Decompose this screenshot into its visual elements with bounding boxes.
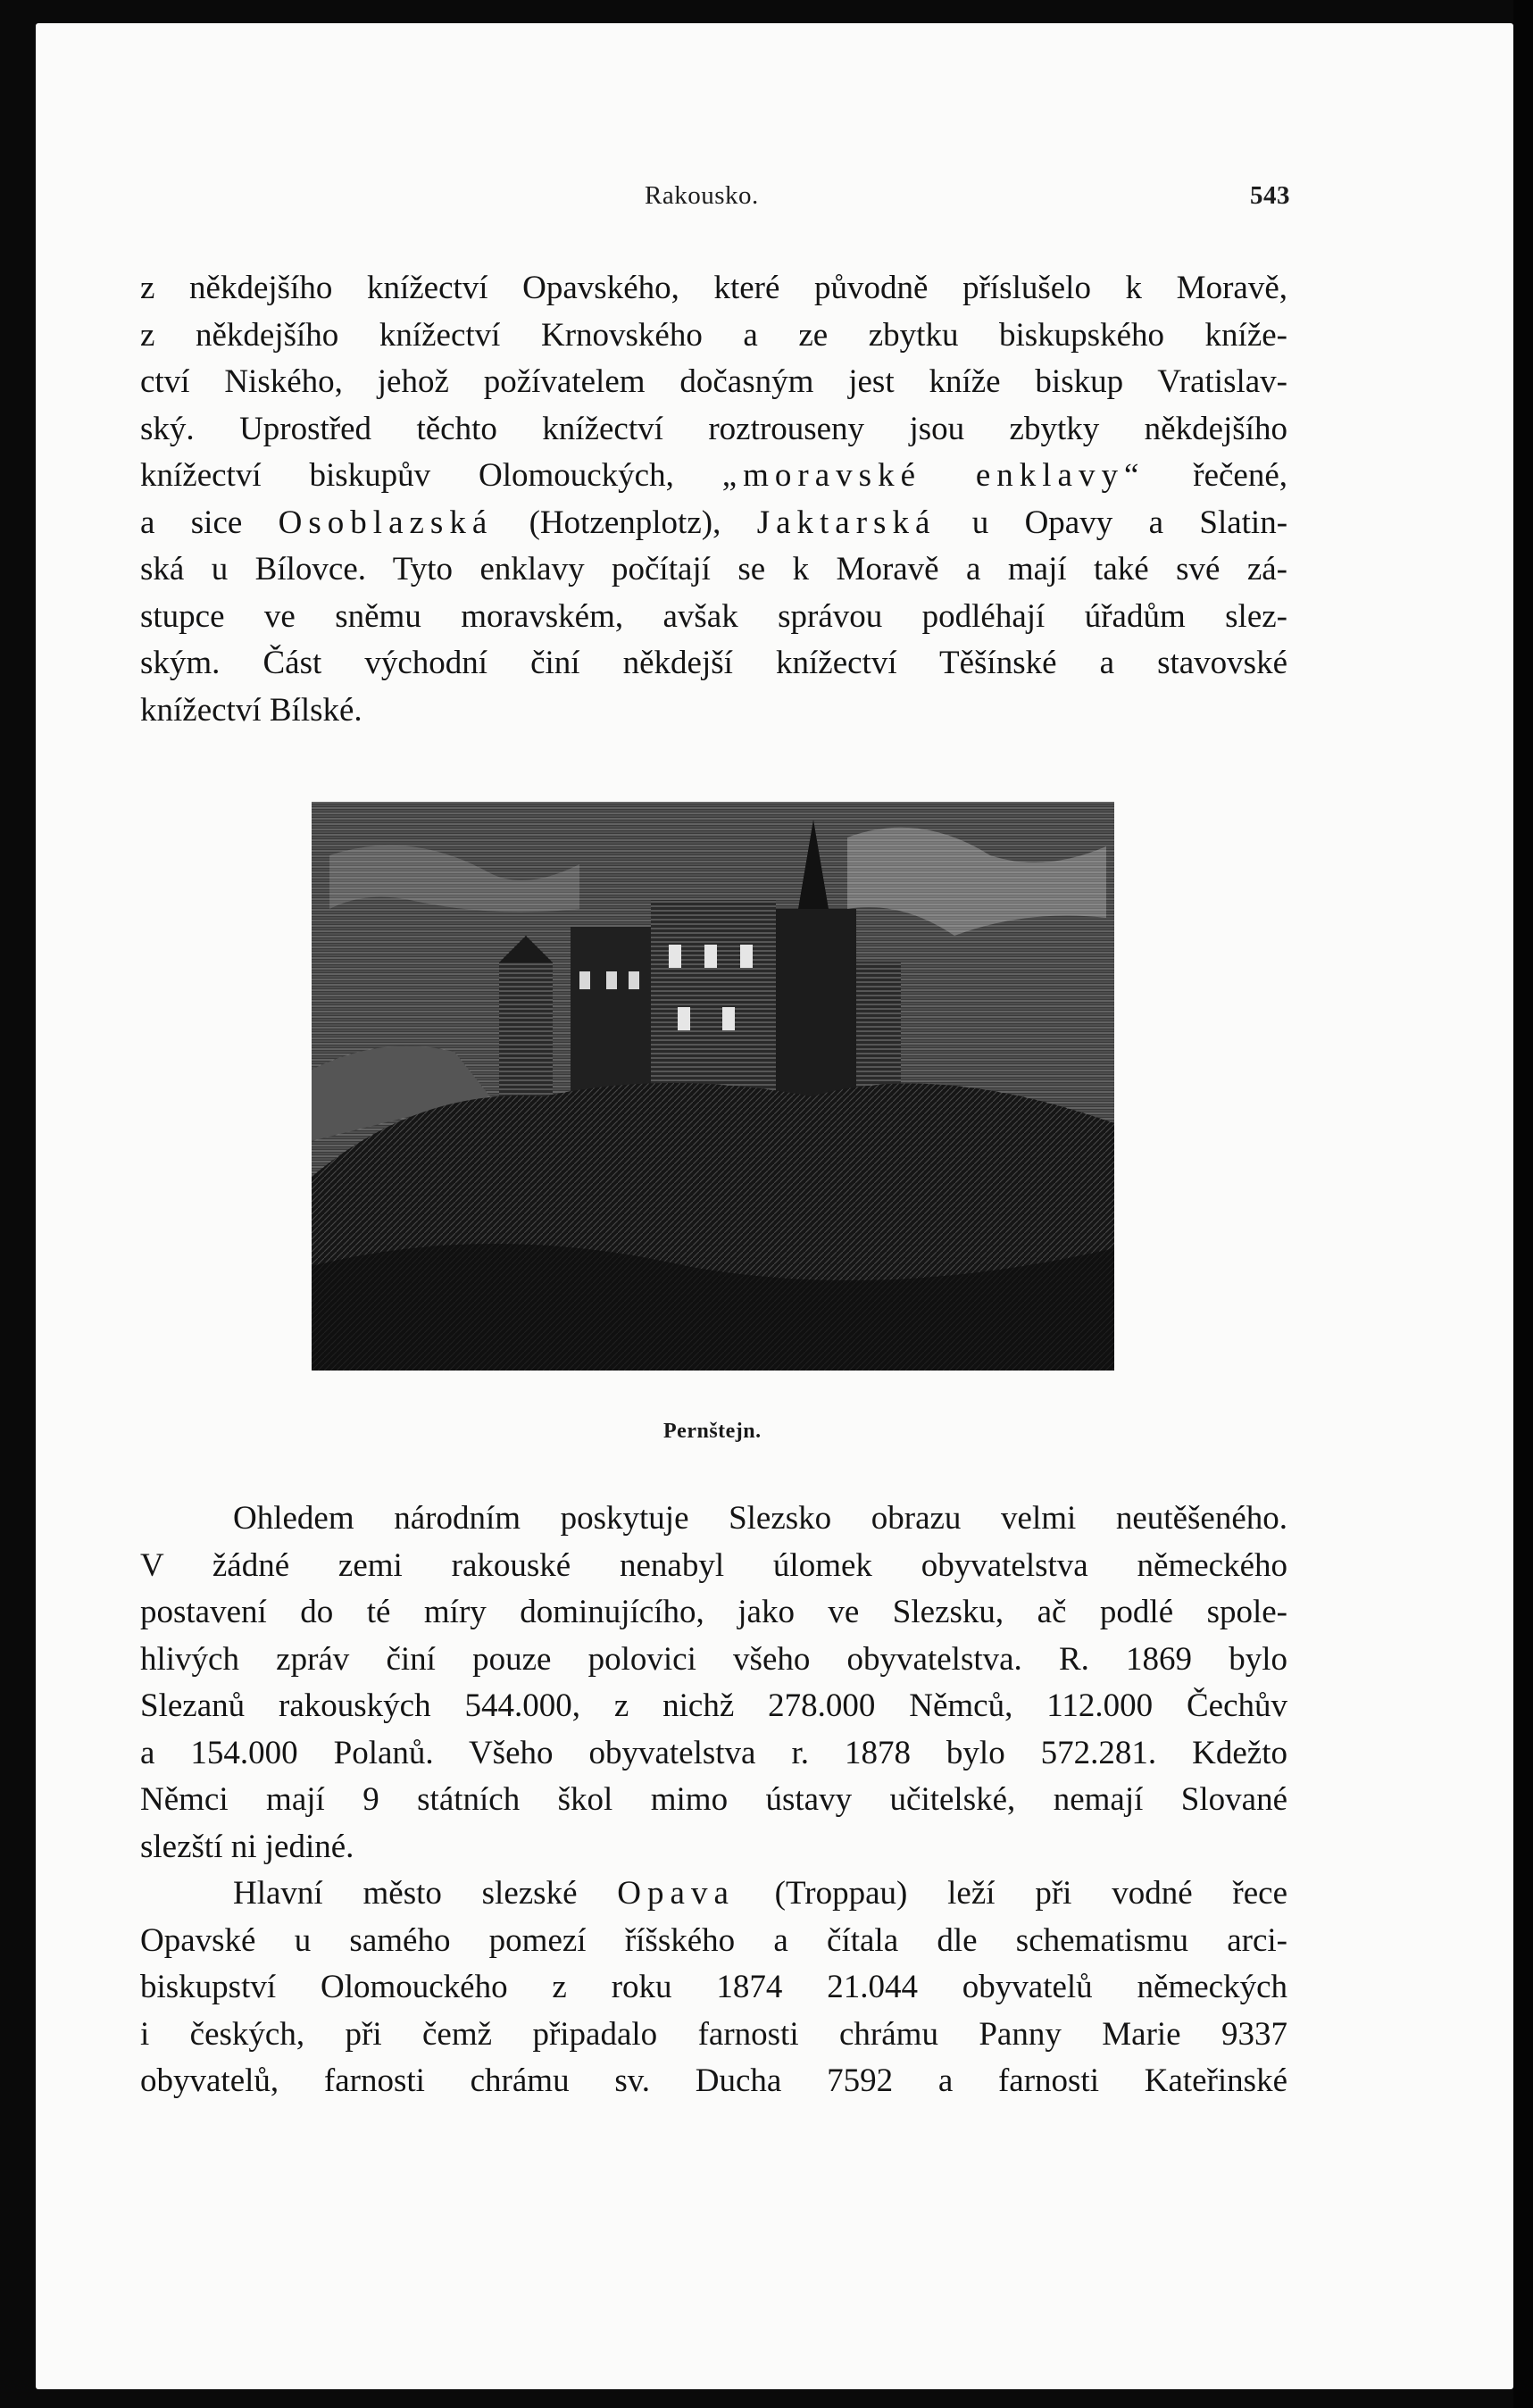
text-line: knížectví Bílské.	[140, 691, 362, 729]
text-run: (Hotzenplotz),	[529, 504, 721, 541]
castle-engraving	[312, 802, 1114, 1371]
text-run: (Troppau) leží při vodné řece	[774, 1875, 1288, 1912]
text-line	[140, 453, 1287, 500]
text-line: biskupství Olomouckého z roku 1874 21.044 obyvatelů německých	[140, 1969, 1287, 2005]
running-head	[0, 181, 1533, 217]
text-line: ctví Niského, jehož požívatelem dočasným jest kníže biskup Vratislav-	[140, 363, 1287, 400]
text-line: ským. Část východní činí někdejší knížectví Těšínské a stavovské	[140, 645, 1287, 681]
spaced-term: Osoblazská	[278, 504, 494, 541]
text-line: z někdejšího knížectví Krnovského a ze zbytku biskupského kníže-	[140, 316, 1287, 354]
text-run: knížectví biskupův Olomouckých,	[140, 457, 674, 494]
text-line: i českých, při čemž připadalo farnosti chrámu Panny Marie 9337	[140, 2015, 1287, 2053]
text-line: Němci mají 9 státních škol mimo ústavy učitelské, nemají Slované	[140, 1781, 1287, 1818]
text-line: slezští ni jediné.	[140, 1828, 354, 1865]
paragraph-national-composition	[140, 1496, 1287, 2105]
paragraph-silesia-duchies	[140, 265, 1287, 734]
text-line: Slezanů rakouských 544.000, z nichž 278.000 Němců, 112.000 Čechův	[140, 1687, 1287, 1724]
text-line	[140, 500, 1287, 547]
spaced-term: Opava	[617, 1875, 735, 1912]
text-line: a 154.000 Polanů. Všeho obyvatelstva r. 1878 bylo 572.281. Kdežto	[140, 1734, 1287, 1771]
text-run: u Opavy a Slatin-	[971, 504, 1288, 541]
running-head-title: Rakousko.	[645, 181, 759, 210]
text-line: z někdejšího knížectví Opavského, které původně příslušelo k Moravě,	[140, 270, 1287, 306]
page-number: 543	[1250, 181, 1290, 210]
text-line: postavení do té míry dominujícího, jako ve Slezsku, ač podlé spole-	[140, 1594, 1287, 1630]
text-line: Ohledem národním poskytuje Slezsko obrazu velmi neutěšeného.	[233, 1500, 1287, 1537]
spaced-term: „moravské enklavy“	[721, 457, 1146, 494]
text-line: stupce ve sněmu moravském, avšak správou podléhají úřadům slez-	[140, 597, 1287, 635]
figure-caption: Pernštejn.	[663, 1420, 762, 1443]
text-line: Opavské u samého pomezí říšského a čítala dle schematismu arci-	[140, 1921, 1287, 1959]
text-line	[140, 1871, 1287, 1918]
text-line: ská u Bílovce. Tyto enklavy počítají se k Moravě a mají také své zá-	[140, 551, 1287, 587]
text-run: Hlavní město slezské	[233, 1875, 578, 1912]
text-run: a sice	[140, 504, 243, 541]
text-run: řečené,	[1193, 457, 1288, 494]
text-line: hlivých zpráv činí pouze polovici všeho obyvatelstva. R. 1869 bylo	[140, 1640, 1287, 1678]
text-line: ský. Uprostřed těchto knížectví roztrouseny jsou zbytky někdejšího	[140, 410, 1287, 447]
text-line: V žádné zemi rakouské nenabyl úlomek obyvatelstva německého	[140, 1546, 1287, 1584]
text-line: obyvatelů, farnosti chrámu sv. Ducha 7592 a farnosti Kateřinské	[140, 2062, 1287, 2099]
castle-illustration	[312, 802, 1114, 1371]
scan-edge	[1513, 0, 1533, 2408]
spaced-term: Jaktarská	[756, 504, 937, 541]
